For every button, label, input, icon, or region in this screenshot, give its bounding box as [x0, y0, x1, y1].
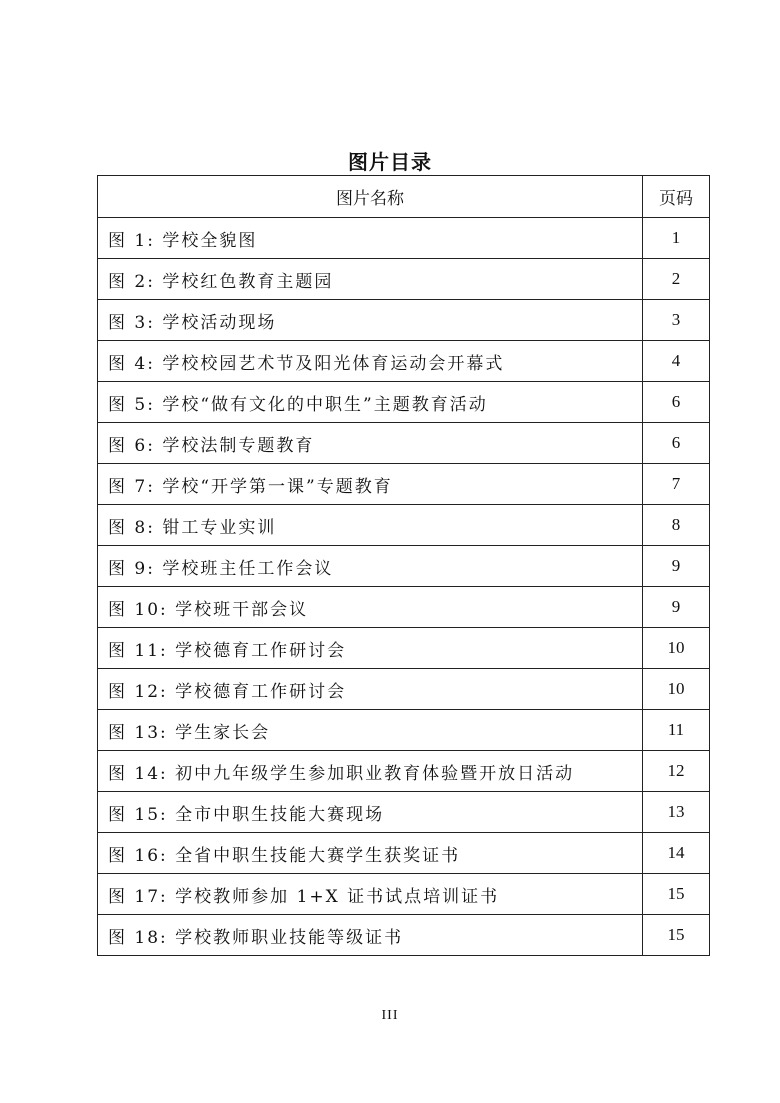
figure-page: 1: [643, 218, 710, 259]
table-row: [98, 505, 710, 546]
figure-name: 图 14: 初中九年级学生参加职业教育体验暨开放日活动: [98, 751, 643, 792]
figure-name: 图 18: 学校教师职业技能等级证书: [98, 915, 643, 956]
table-row: [98, 259, 710, 300]
figure-name: 图 7: 学校“开学第一课”专题教育: [98, 464, 643, 505]
table-row: [98, 341, 710, 382]
table-row: [98, 382, 710, 423]
figure-page: 12: [643, 751, 710, 792]
table-row: [98, 628, 710, 669]
figure-page: 6: [643, 423, 710, 464]
table-row: [98, 751, 710, 792]
figure-page: 10: [643, 628, 710, 669]
table-row: [98, 915, 710, 956]
table-row: [98, 300, 710, 341]
table-row: [98, 792, 710, 833]
table-row: [98, 669, 710, 710]
figure-page: 9: [643, 546, 710, 587]
figure-page: 10: [643, 669, 710, 710]
figure-name: 图 1: 学校全貌图: [98, 218, 643, 259]
figure-index-table: [97, 175, 710, 956]
figure-page: 4: [643, 341, 710, 382]
figure-page: 7: [643, 464, 710, 505]
figure-name: 图 17: 学校教师参加 1+X 证书试点培训证书: [98, 874, 643, 915]
table-row: [98, 833, 710, 874]
figure-name: 图 13: 学生家长会: [98, 710, 643, 751]
header-page: 页码: [643, 176, 710, 218]
figure-name: 图 6: 学校法制专题教育: [98, 423, 643, 464]
table-row: [98, 710, 710, 751]
figure-page: 13: [643, 792, 710, 833]
figure-name: 图 3: 学校活动现场: [98, 300, 643, 341]
header-name: 图片名称: [98, 176, 643, 218]
table-row: [98, 218, 710, 259]
table-header-row: [98, 176, 710, 218]
table-row: [98, 874, 710, 915]
figure-page: 11: [643, 710, 710, 751]
table-row: [98, 423, 710, 464]
figure-name: 图 10: 学校班干部会议: [98, 587, 643, 628]
table-row: [98, 546, 710, 587]
figure-name: 图 4: 学校校园艺术节及阳光体育运动会开幕式: [98, 341, 643, 382]
figure-name: 图 2: 学校红色教育主题园: [98, 259, 643, 300]
figure-page: 2: [643, 259, 710, 300]
figure-name: 图 16: 全省中职生技能大赛学生获奖证书: [98, 833, 643, 874]
figure-name: 图 12: 学校德育工作研讨会: [98, 669, 643, 710]
figure-name: 图 9: 学校班主任工作会议: [98, 546, 643, 587]
figure-name: 图 11: 学校德育工作研讨会: [98, 628, 643, 669]
table-row: [98, 587, 710, 628]
page-number: III: [381, 1008, 399, 1023]
table-row: [98, 464, 710, 505]
figure-page: 15: [643, 874, 710, 915]
figure-name: 图 5: 学校“做有文化的中职生”主题教育活动: [98, 382, 643, 423]
figure-page: 15: [643, 915, 710, 956]
figure-name: 图 15: 全市中职生技能大赛现场: [98, 792, 643, 833]
figure-name: 图 8: 钳工专业实训: [98, 505, 643, 546]
figure-page: 8: [643, 505, 710, 546]
figure-page: 9: [643, 587, 710, 628]
figure-page: 14: [643, 833, 710, 874]
page-title: 图片目录: [348, 150, 432, 174]
figure-page: 3: [643, 300, 710, 341]
figure-page: 6: [643, 382, 710, 423]
table-body: [98, 176, 710, 956]
